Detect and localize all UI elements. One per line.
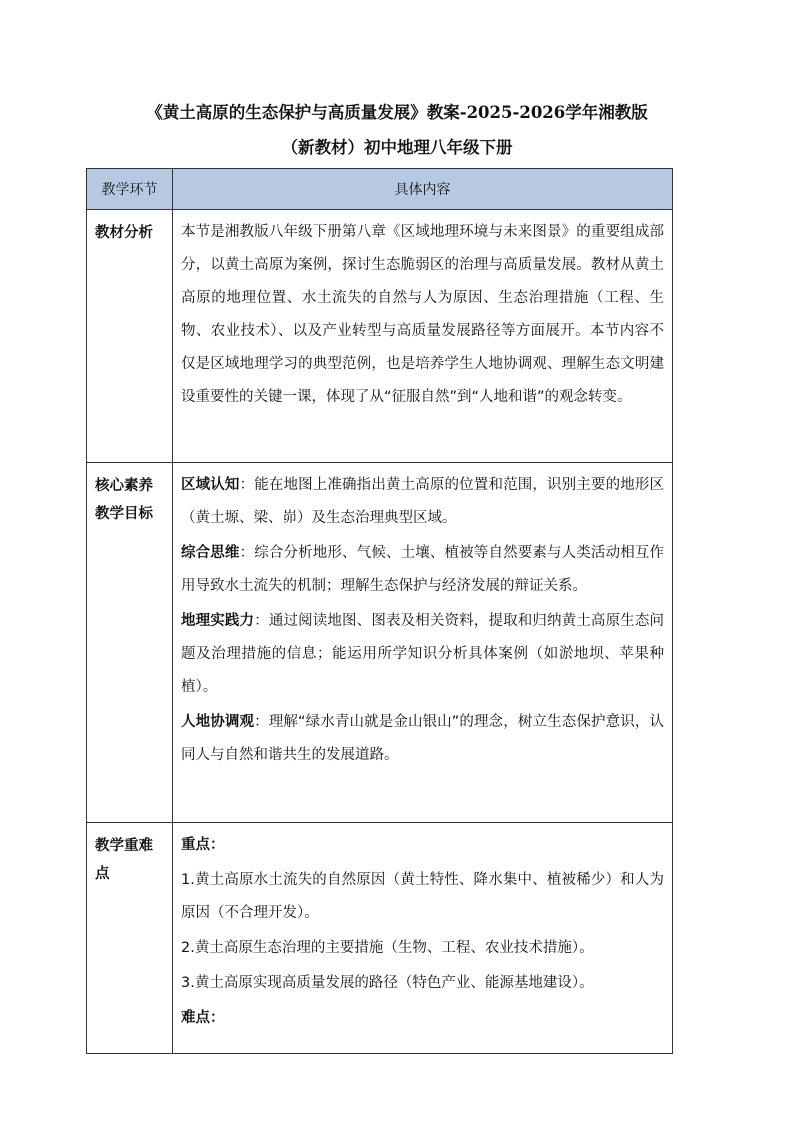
goal-item xyxy=(181,605,664,704)
key-difficult-points-content xyxy=(173,823,673,1054)
textbook-analysis-content xyxy=(173,210,673,463)
header-specific-content: 具体内容 xyxy=(173,169,673,210)
row-label-textbook-analysis: 教材分析 xyxy=(87,210,173,463)
document-title-line-2: （新教材）初中地理八年级下册 xyxy=(281,138,513,157)
goal-text: ：能在地图上准确指出黄土高原的位置和范围，识别主要的地形区（黄土塬、梁、峁）及生态治理典型区域。 xyxy=(181,477,664,526)
table-row-textbook-analysis xyxy=(87,210,673,463)
goal-term: 综合思维 xyxy=(181,545,240,561)
table-header-row xyxy=(87,169,673,210)
table-row-key-difficult-points xyxy=(87,823,673,1054)
core-literacy-goals-content xyxy=(173,463,673,823)
key-point-item: 3.黄土高原实现高质量发展的路径（特色产业、能源基地建设）。 xyxy=(181,975,594,991)
goal-term: 区域认知 xyxy=(181,477,240,493)
goal-item xyxy=(181,706,664,772)
key-points-heading: 重点： xyxy=(181,837,225,853)
row-label-key-difficult-points: 教学重难点 xyxy=(87,823,173,1054)
textbook-analysis-text: 本节是湘教版八年级下册第八章《区域地理环境与未来图景》的重要组成部分，以黄土高原为案例，探讨生态脆弱区的治理与高质量发展。教材从黄土高原的地理位置、水土流失的自然与人为原因、生态治理措施（工程、生物、农业技术）、以及产业转型与高质量发展路径等方面展开。本节内容不仅是区域地理学习的典型范例，也是培养学生人地协调观、理解生态文明建设重要性的关键一课，体现了从“征服自然”到“人地和谐”的观念转变。 xyxy=(181,224,664,405)
difficult-points-heading: 难点： xyxy=(181,1010,225,1026)
table-row-core-literacy-goals xyxy=(87,463,673,823)
goal-term: 人地协调观 xyxy=(181,714,255,730)
goal-item xyxy=(181,469,664,535)
lesson-plan-table xyxy=(86,168,673,1054)
goal-term: 地理实践力 xyxy=(181,613,255,629)
key-point-item: 2.黄土高原生态治理的主要措施（生物、工程、农业技术措施）。 xyxy=(181,940,594,956)
row-label-core-literacy-goals: 核心素养教学目标 xyxy=(87,463,173,823)
key-point-item: 1.黄土高原水土流失的自然原因（黄土特性、降水集中、植被稀少）和人为原因（不合理开发）。 xyxy=(181,872,664,921)
goal-text: ：通过阅读地图、图表及相关资料，提取和归纳黄土高原生态问题及治理措施的信息；能运用所学知识分析具体案例（如淤地坝、苹果种植）。 xyxy=(181,613,664,695)
goal-item xyxy=(181,537,664,603)
goal-text: ：理解“绿水青山就是金山银山”的理念，树立生态保护意识，认同人与自然和谐共生的发展道路。 xyxy=(181,714,664,763)
document-title-line-1: 《黄土高原的生态保护与高质量发展》教案-2025-2026学年湘教版 xyxy=(146,103,648,122)
header-teaching-stage: 教学环节 xyxy=(87,169,173,210)
goal-text: ：综合分析地形、气候、土壤、植被等自然要素与人类活动相互作用导致水土流失的机制；理解生态保护与经济发展的辩证关系。 xyxy=(181,545,664,594)
